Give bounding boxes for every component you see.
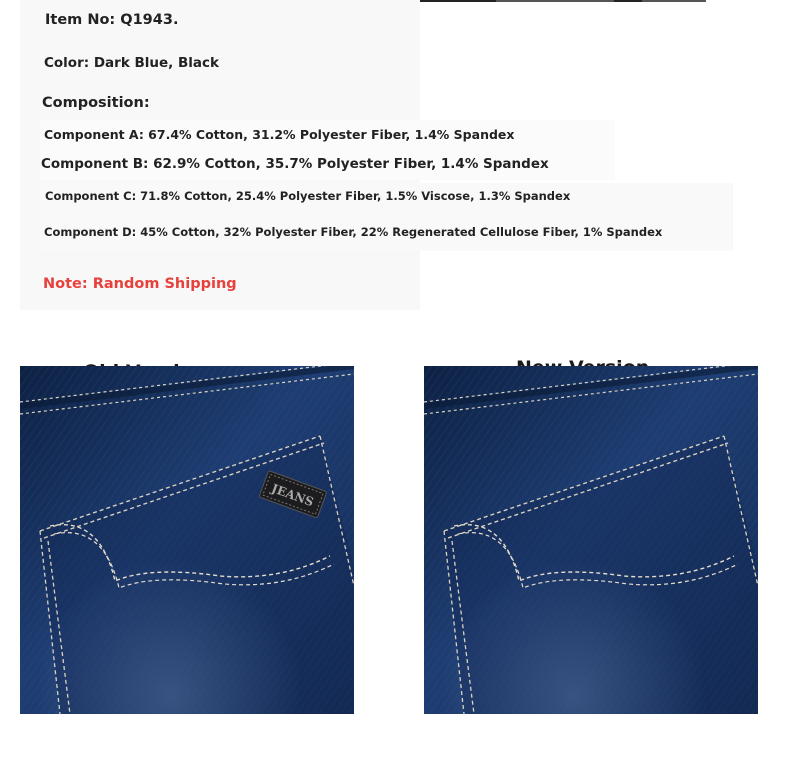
composition-title: Composition: [42,95,150,111]
component-b: Component B: 62.9% Cotton, 35.7% Polyester Fiber, 1.4% Spandex [41,156,549,172]
item-number: Item No: Q1943. [45,12,179,28]
top-bar-left [420,0,496,2]
old-pocket-photo [20,366,354,714]
component-c: Component C: 71.8% Cotton, 25.4% Polyester Fiber, 1.5% Viscose, 1.3% Spandex [45,189,571,203]
patch-text: JEANS [269,481,316,510]
top-bar-mid [496,0,614,2]
top-bar-right [642,0,706,2]
component-d: Component D: 45% Cotton, 32% Polyester Fiber, 22% Regenerated Cellulose Fiber, 1% Spandex [44,225,663,239]
top-bar-dark [614,0,642,2]
new-pocket-photo [424,366,758,714]
component-a: Component A: 67.4% Cotton, 31.2% Polyester Fiber, 1.4% Spandex [44,127,515,142]
color-line: Color: Dark Blue, Black [44,55,220,71]
shipping-note: Note: Random Shipping [43,276,237,292]
